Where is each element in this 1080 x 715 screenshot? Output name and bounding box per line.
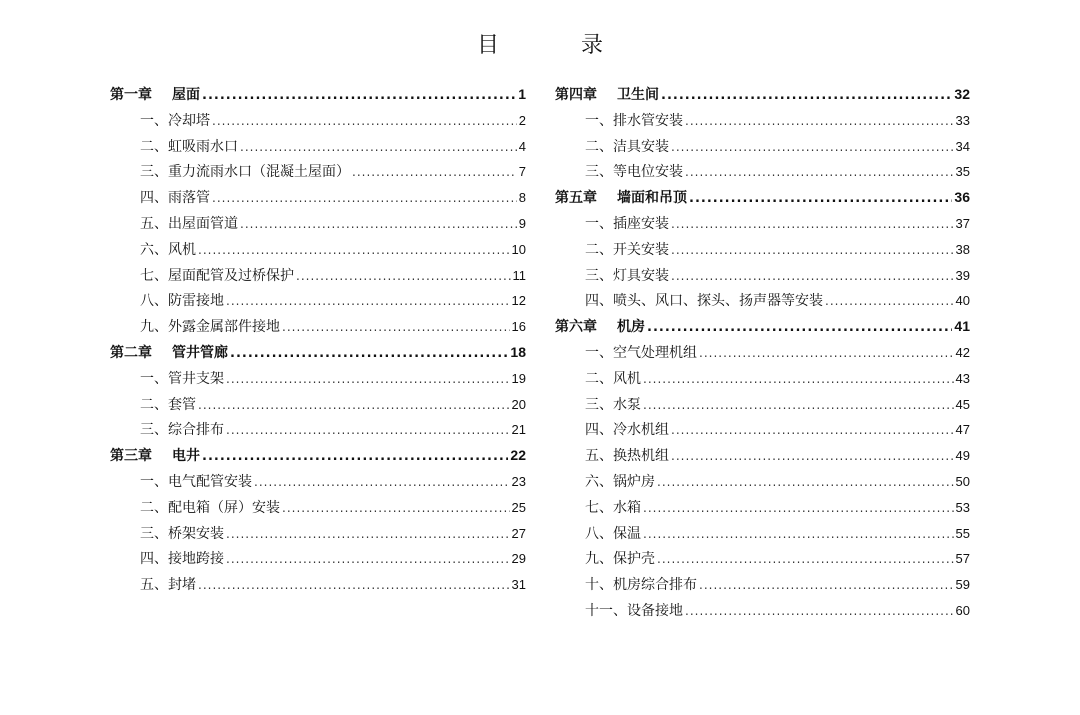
dot-leader xyxy=(352,165,517,179)
page-number: 22 xyxy=(510,447,526,464)
dot-leader xyxy=(685,165,954,179)
page-title: 目 录 xyxy=(476,33,633,58)
dot-leader xyxy=(226,527,510,541)
page-number: 19 xyxy=(511,370,526,386)
dot-leader xyxy=(212,114,517,128)
dot-leader xyxy=(671,140,954,154)
dot-leader xyxy=(282,320,510,334)
page-number: 8 xyxy=(518,190,526,206)
toc-chapter-row[interactable] xyxy=(555,187,970,213)
toc-entry-label: 三、重力流雨水口（混凝土屋面） xyxy=(140,164,350,181)
toc-entry-label: 二、虹吸雨水口 xyxy=(140,138,238,155)
toc-item-row[interactable] xyxy=(555,110,970,136)
toc-item-row[interactable] xyxy=(555,342,970,368)
toc-entry-label xyxy=(110,342,228,362)
dot-leader xyxy=(212,191,517,205)
page-number: 16 xyxy=(511,319,526,335)
toc-entry-label xyxy=(555,316,645,336)
toc-chapter-row[interactable] xyxy=(110,445,526,471)
toc-chapter-row[interactable] xyxy=(555,84,970,110)
toc-entry-label: 五、封堵 xyxy=(140,577,196,594)
toc-item-row[interactable] xyxy=(110,316,526,342)
toc-item-row[interactable] xyxy=(110,187,526,213)
toc-entry-label: 一、插座安装 xyxy=(585,215,669,232)
dot-leader xyxy=(671,269,954,283)
page-number: 11 xyxy=(512,267,526,283)
toc-entry-label: 二、套管 xyxy=(140,396,196,413)
page-number: 20 xyxy=(511,396,526,412)
dot-leader xyxy=(671,449,954,463)
toc-entry-label: 三、水泵 xyxy=(585,396,641,413)
toc-item-row[interactable] xyxy=(110,161,526,187)
chapter-title: 电井 xyxy=(172,448,200,465)
toc-entry-label: 五、出屋面管道 xyxy=(140,215,238,232)
toc-entry-label: 十一、设备接地 xyxy=(585,602,683,619)
toc-entry-label: 九、保护壳 xyxy=(585,551,655,568)
chapter-number: 第一章 xyxy=(110,87,152,103)
dot-leader xyxy=(685,604,954,618)
dot-leader xyxy=(254,475,510,489)
dot-leader xyxy=(202,88,516,103)
page-number: 38 xyxy=(955,241,970,257)
toc-item-row[interactable] xyxy=(110,368,526,394)
toc-chapter-row[interactable] xyxy=(110,342,526,368)
dot-leader xyxy=(296,269,511,283)
page-number: 60 xyxy=(955,602,970,618)
toc-item-row[interactable] xyxy=(555,600,970,626)
page-number: 27 xyxy=(511,525,526,541)
toc-item-row[interactable] xyxy=(110,471,526,497)
toc-entry-label: 三、等电位安装 xyxy=(585,164,683,181)
dot-leader xyxy=(282,501,510,515)
dot-leader xyxy=(226,552,510,566)
page-number: 21 xyxy=(511,422,526,438)
dot-leader xyxy=(685,114,954,128)
page-number: 10 xyxy=(511,241,526,257)
page-number: 2 xyxy=(518,112,526,128)
toc-entry-label: 三、桥架安装 xyxy=(140,525,224,542)
page-number: 59 xyxy=(955,577,970,593)
dot-leader xyxy=(240,217,517,231)
toc-item-row[interactable] xyxy=(110,574,526,600)
page-number: 40 xyxy=(955,293,970,309)
chapter-number: 第六章 xyxy=(555,319,597,336)
dot-leader xyxy=(661,88,952,103)
dot-leader xyxy=(699,346,954,360)
chapter-title: 墙面和吊顶 xyxy=(617,190,687,207)
toc-entry-label: 一、冷却塔 xyxy=(140,112,210,129)
toc-item-row[interactable] xyxy=(110,239,526,265)
toc-item-row[interactable] xyxy=(555,574,970,600)
chapter-title: 屋面 xyxy=(172,87,200,103)
chapter-number: 第五章 xyxy=(555,190,597,207)
toc-entry-label xyxy=(110,445,200,465)
toc-entry-label xyxy=(555,187,687,207)
toc-entry-label: 三、综合排布 xyxy=(140,422,224,439)
dot-leader xyxy=(226,294,510,308)
toc-entry-label: 一、空气处理机组 xyxy=(585,344,697,361)
page-number: 57 xyxy=(955,551,970,567)
toc-chapter-row[interactable] xyxy=(110,84,526,110)
chapter-title: 卫生间 xyxy=(617,87,659,103)
page-number: 42 xyxy=(955,344,970,360)
dot-leader xyxy=(825,294,954,308)
page-number: 25 xyxy=(511,499,526,515)
toc-item-row[interactable] xyxy=(555,394,970,420)
dot-leader xyxy=(643,398,954,412)
page-number: 4 xyxy=(518,138,526,154)
page-number: 36 xyxy=(954,189,970,206)
page-number: 35 xyxy=(955,164,970,180)
page-number: 1 xyxy=(518,86,526,102)
dot-leader xyxy=(198,243,510,257)
dot-leader xyxy=(230,346,508,361)
toc-item-row[interactable] xyxy=(555,471,970,497)
page-number: 53 xyxy=(955,499,970,515)
toc-item-row[interactable] xyxy=(110,136,526,162)
chapter-title: 机房 xyxy=(617,319,645,336)
toc-item-row[interactable] xyxy=(110,110,526,136)
page-number: 55 xyxy=(955,525,970,541)
dot-leader xyxy=(240,140,517,154)
toc-entry-label: 七、水箱 xyxy=(585,499,641,516)
page-number: 12 xyxy=(511,293,526,309)
toc-item-row[interactable] xyxy=(555,161,970,187)
dot-leader xyxy=(647,320,952,335)
page-number: 23 xyxy=(511,473,526,489)
toc-entry-label: 八、防雷接地 xyxy=(140,293,224,310)
toc-entry-label xyxy=(555,84,659,104)
toc-entry-label: 四、雨落管 xyxy=(140,190,210,207)
dot-leader xyxy=(198,578,510,592)
toc-item-row[interactable] xyxy=(555,239,970,265)
page-number: 9 xyxy=(518,215,526,231)
page-number: 18 xyxy=(510,343,526,360)
toc-chapter-row[interactable] xyxy=(555,316,970,342)
chapter-number: 第四章 xyxy=(555,87,597,103)
page-number: 34 xyxy=(955,138,970,154)
dot-leader xyxy=(671,217,954,231)
dot-leader xyxy=(671,243,954,257)
toc-entry-label: 二、风机 xyxy=(585,370,641,387)
toc-entry-label xyxy=(110,84,200,104)
toc-entry-label: 一、电气配管安装 xyxy=(140,473,252,490)
toc-item-row[interactable] xyxy=(555,497,970,523)
toc-item-row[interactable] xyxy=(555,136,970,162)
dot-leader xyxy=(226,372,510,386)
dot-leader xyxy=(643,372,954,386)
toc-entry-label: 二、配电箱（屏）安装 xyxy=(140,499,280,516)
toc-item-row[interactable] xyxy=(555,419,970,445)
dot-leader xyxy=(699,578,954,592)
toc-right-column xyxy=(555,84,970,626)
page-number: 47 xyxy=(955,422,970,438)
page-number: 39 xyxy=(955,267,970,283)
dot-leader xyxy=(198,398,510,412)
toc-item-row[interactable] xyxy=(110,265,526,291)
page-number: 7 xyxy=(518,164,526,180)
toc-entry-label: 十、机房综合排布 xyxy=(585,577,697,594)
toc-item-row[interactable] xyxy=(110,419,526,445)
toc-item-row[interactable] xyxy=(555,523,970,549)
page-number: 33 xyxy=(955,112,970,128)
toc-item-row[interactable] xyxy=(555,290,970,316)
toc-item-row[interactable] xyxy=(110,497,526,523)
toc-item-row[interactable] xyxy=(110,523,526,549)
page-number: 37 xyxy=(955,215,970,231)
page-number: 43 xyxy=(955,370,970,386)
toc-item-row[interactable] xyxy=(110,394,526,420)
dot-leader xyxy=(671,423,954,437)
dot-leader xyxy=(226,423,510,437)
toc-entry-label: 六、锅炉房 xyxy=(585,473,655,490)
toc-entry-label: 八、保温 xyxy=(585,525,641,542)
dot-leader xyxy=(657,475,954,489)
toc-entry-label: 一、管井支架 xyxy=(140,370,224,387)
toc-entry-label: 四、喷头、风口、探头、扬声器等安装 xyxy=(585,293,823,310)
toc-entry-label: 二、开关安装 xyxy=(585,241,669,258)
chapter-title: 管井管廊 xyxy=(172,344,228,361)
toc-item-row[interactable] xyxy=(555,265,970,291)
toc-entry-label: 五、换热机组 xyxy=(585,448,669,465)
page-number: 32 xyxy=(954,86,970,102)
page-number: 49 xyxy=(955,448,970,464)
toc-entry-label: 九、外露金属部件接地 xyxy=(140,319,280,336)
dot-leader xyxy=(202,449,508,464)
page-number: 31 xyxy=(511,577,526,593)
toc-entry-label: 二、洁具安装 xyxy=(585,138,669,155)
dot-leader xyxy=(643,501,954,515)
dot-leader xyxy=(689,191,952,206)
toc-left-column xyxy=(110,84,526,600)
toc-entry-label: 三、灯具安装 xyxy=(585,267,669,284)
toc-item-row[interactable] xyxy=(555,213,970,239)
dot-leader xyxy=(657,552,954,566)
toc-entry-label: 四、接地跨接 xyxy=(140,551,224,568)
toc-entry-label: 四、冷水机组 xyxy=(585,422,669,439)
toc-item-row[interactable] xyxy=(555,368,970,394)
toc-entry-label: 七、屋面配管及过桥保护 xyxy=(140,267,294,284)
toc-item-row[interactable] xyxy=(555,445,970,471)
toc-item-row[interactable] xyxy=(110,213,526,239)
page-number: 29 xyxy=(511,551,526,567)
chapter-number: 第二章 xyxy=(110,344,152,361)
toc-item-row[interactable] xyxy=(110,548,526,574)
toc-item-row[interactable] xyxy=(110,290,526,316)
toc-item-row[interactable] xyxy=(555,548,970,574)
toc-entry-label: 六、风机 xyxy=(140,241,196,258)
page-number: 41 xyxy=(954,318,970,335)
chapter-number: 第三章 xyxy=(110,448,152,465)
dot-leader xyxy=(643,527,954,541)
page-number: 50 xyxy=(955,473,970,489)
page-number: 45 xyxy=(955,396,970,412)
toc-entry-label: 一、排水管安装 xyxy=(585,112,683,129)
